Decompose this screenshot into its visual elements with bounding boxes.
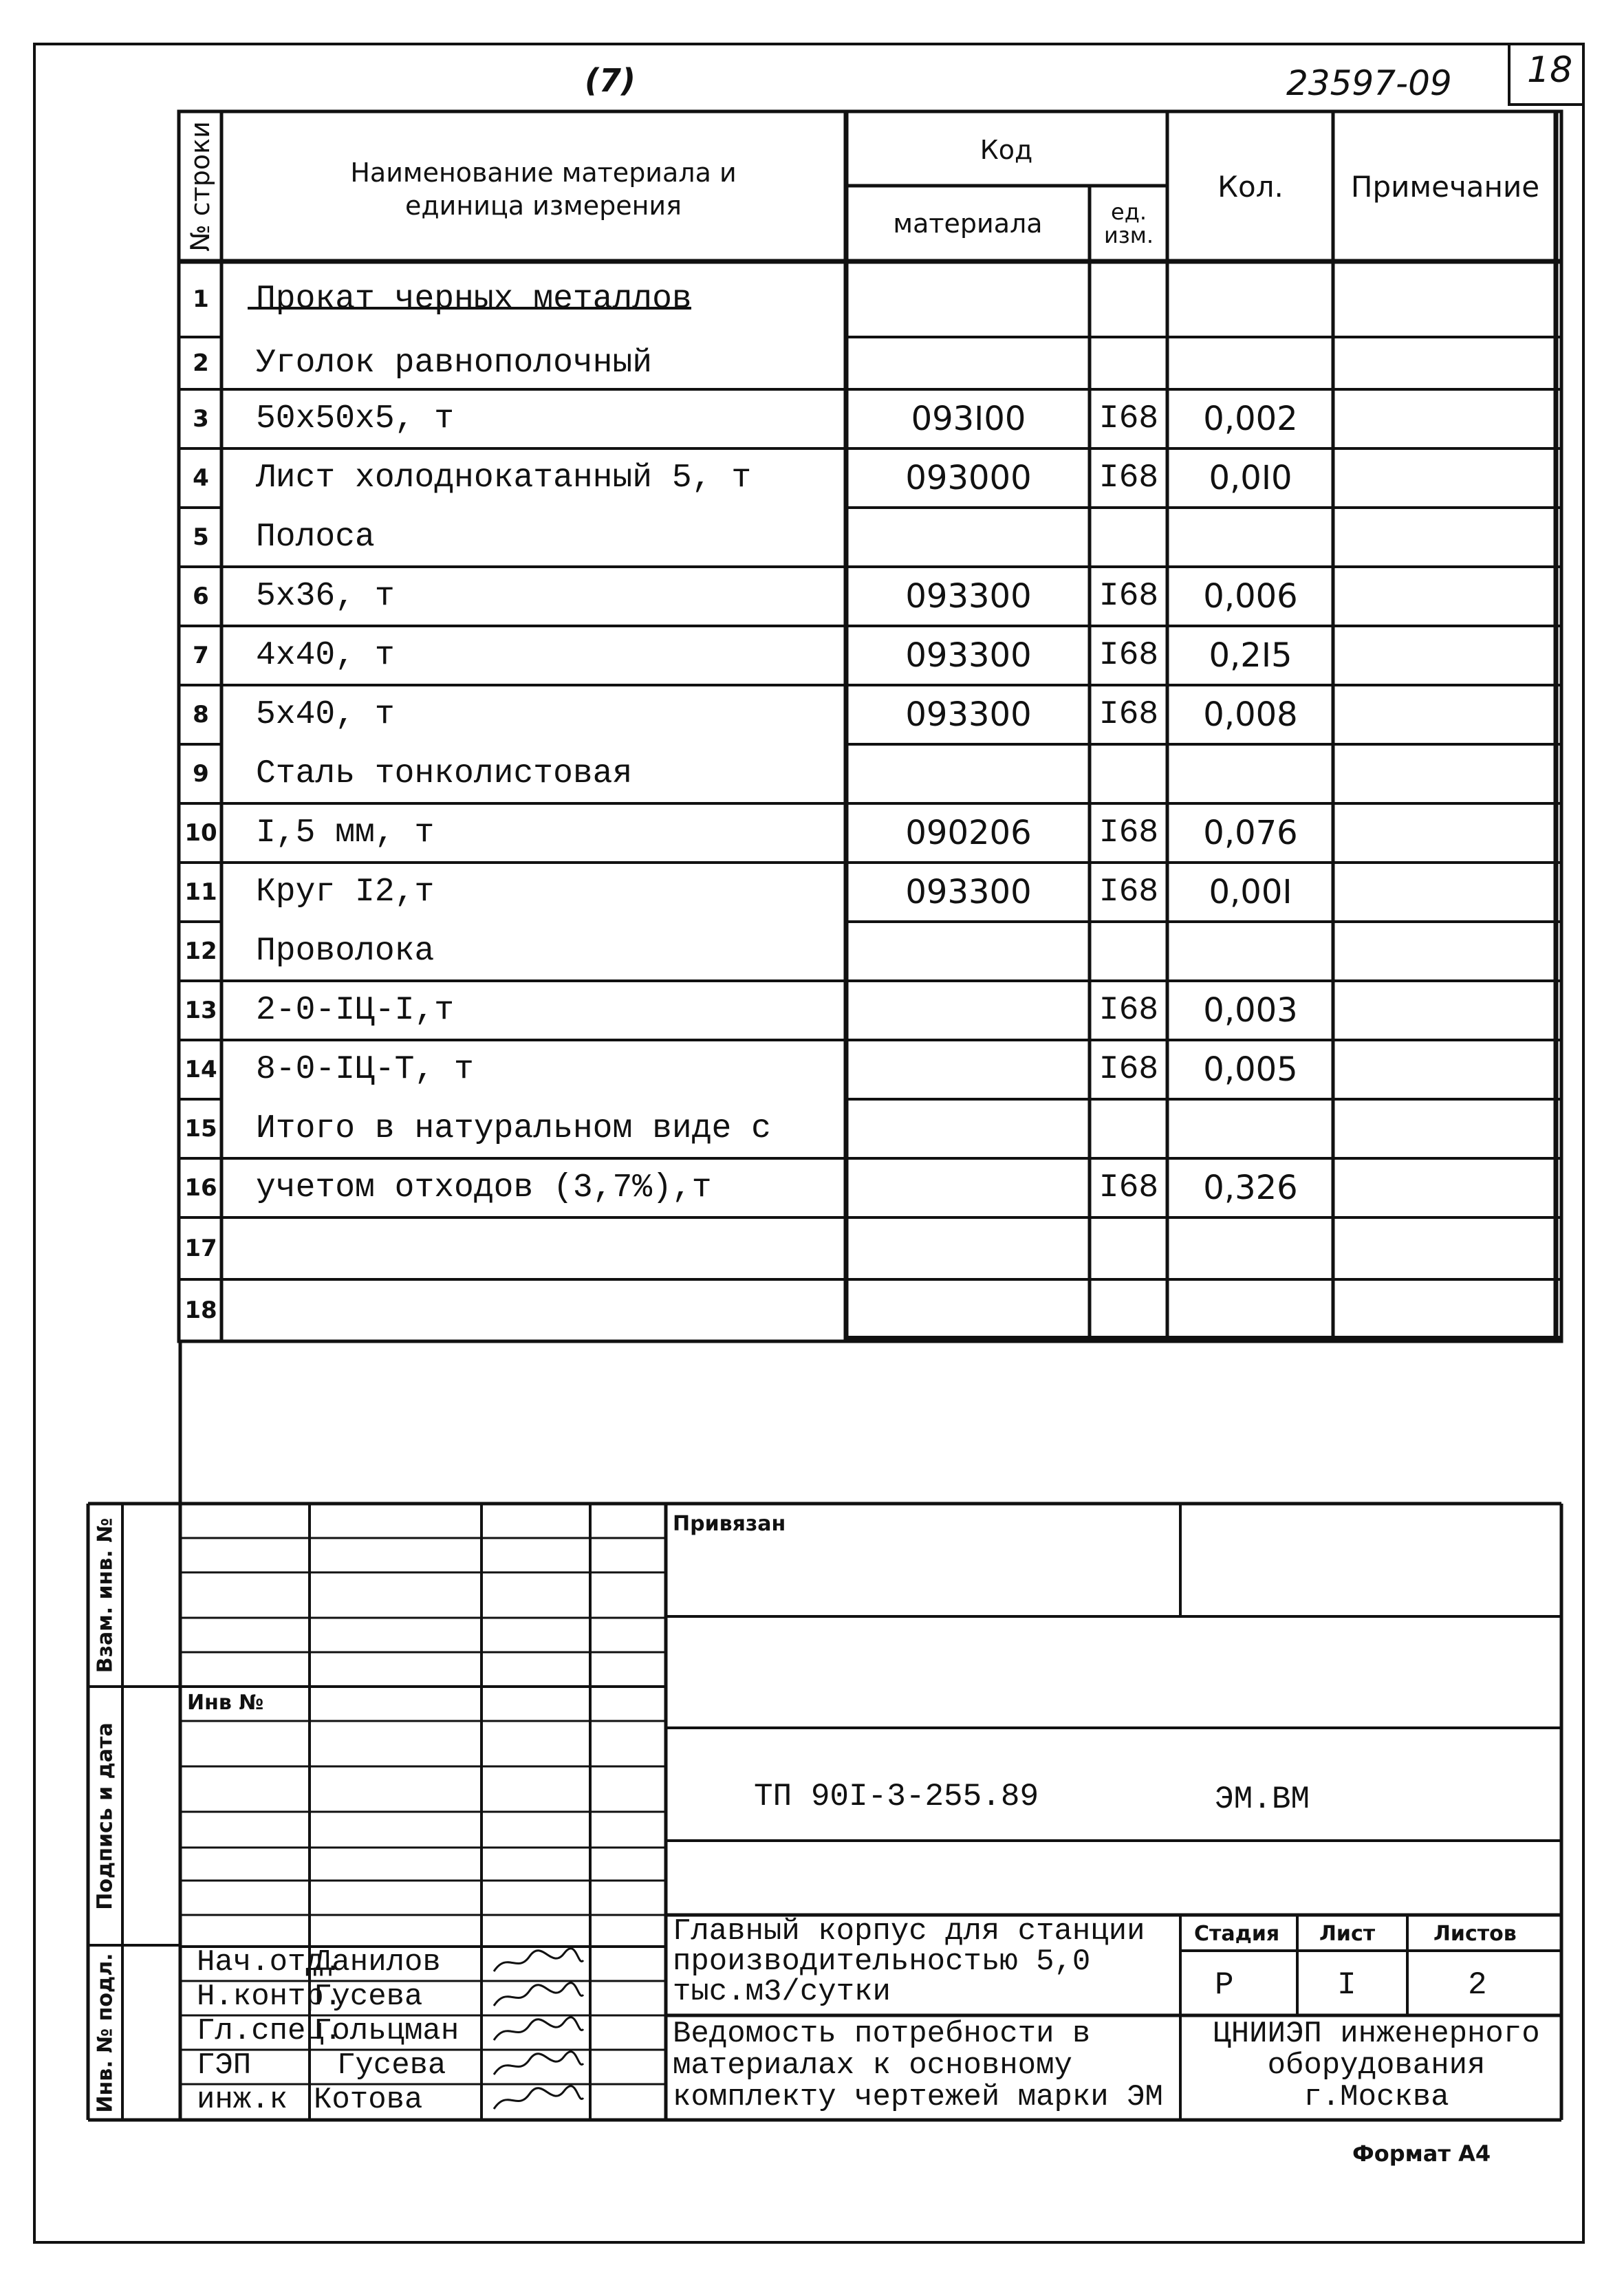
material-code: 093300 — [905, 695, 1032, 734]
material-name: Полоса — [256, 519, 375, 556]
format-label: Формат А4 — [1352, 2141, 1491, 2167]
material-name: 5х40, т — [256, 696, 395, 733]
unit-code: I68 — [1098, 696, 1159, 733]
podpis-text: Подпись и дата — [93, 1722, 118, 1910]
quantity: 0,005 — [1203, 1050, 1298, 1089]
row-number: 1 — [193, 285, 209, 313]
material-name: 50х50х5, т — [256, 400, 455, 437]
side-label-inv — [88, 1945, 122, 2120]
sheets-value: 2 — [1468, 1967, 1487, 2003]
handwritten-signature — [490, 2015, 586, 2048]
quantity: 0,008 — [1203, 695, 1298, 734]
material-name: 4х40, т — [256, 637, 395, 674]
quantity: 0,0I0 — [1209, 459, 1292, 497]
material-code: 093300 — [905, 873, 1032, 911]
signer-role: ГЭП — [197, 2048, 252, 2083]
object-title: Главный корпус для станции производительностью 5,0 тыс.м3/сутки — [673, 1914, 1145, 2009]
signer-name: Данилов — [314, 1945, 441, 1980]
signer-name: Гусева — [314, 1980, 423, 2014]
signer-role: Н.контр. — [197, 1980, 343, 2014]
sheets-label: Листов — [1433, 1922, 1517, 1946]
material-name: Лист холоднокатанный 5, т — [256, 459, 752, 497]
row-number: 7 — [193, 642, 209, 669]
header-name: Наименование материала и единица измерения — [350, 158, 737, 221]
handwritten-signature — [490, 2084, 586, 2117]
row-number: 5 — [193, 523, 209, 551]
header-qty: Кол. — [1217, 169, 1284, 204]
quantity: 0,006 — [1203, 577, 1298, 616]
page-marker: (7) — [585, 62, 636, 99]
unit-code: I68 — [1098, 874, 1159, 911]
quantity: 0,00I — [1209, 873, 1292, 911]
material-name: Круг I2,т — [256, 874, 435, 911]
unit-code: I68 — [1098, 637, 1159, 674]
material-code: 093I00 — [911, 400, 1026, 438]
side-label-podpis — [88, 1687, 122, 1945]
material-name: Прокат черных металлов — [256, 281, 692, 318]
row-number: 8 — [193, 701, 209, 728]
handwritten-signature — [490, 1981, 586, 2014]
material-name: 8-0-IЦ-Т, т — [256, 1051, 474, 1088]
unit-code: I68 — [1098, 1051, 1159, 1088]
material-name: Проволока — [256, 933, 435, 970]
quantity: 0,2I5 — [1209, 636, 1292, 675]
row-number: 6 — [193, 583, 209, 610]
row-number: 16 — [184, 1174, 217, 1202]
material-code: 090206 — [905, 814, 1032, 852]
stage-value: Р — [1215, 1967, 1234, 2003]
header-unit: ед. изм. — [1103, 199, 1154, 248]
inv-text: Инв. № подл. — [93, 1952, 118, 2113]
row-number: 11 — [184, 878, 217, 906]
quantity: 0,326 — [1203, 1169, 1298, 1207]
organization: ЦНИИЭП инженерного оборудования г.Москва — [1213, 2017, 1540, 2114]
row-number: 18 — [184, 1297, 217, 1324]
quantity: 0,002 — [1203, 400, 1298, 438]
signer-role: инж.к — [197, 2083, 288, 2117]
unit-code: I68 — [1098, 992, 1159, 1029]
material-code: 093300 — [905, 577, 1032, 616]
side-label-vzam — [88, 1504, 122, 1687]
row-number: 14 — [184, 1056, 217, 1083]
row-number-label: № строки — [185, 121, 215, 252]
header-material: материала — [893, 208, 1043, 239]
material-name: 2-0-IЦ-I,т — [256, 992, 455, 1029]
designation: ТП 90I-3-255.89 — [754, 1779, 1039, 1815]
sheet-corner-number: 18 — [1527, 50, 1573, 91]
row-number: 15 — [184, 1115, 217, 1143]
signer-name: Котова — [314, 2083, 423, 2117]
row-number: 2 — [193, 349, 209, 377]
drawing-mark: ЭМ.ВМ — [1215, 1782, 1310, 1817]
unit-code: I68 — [1098, 459, 1159, 497]
unit-code: I68 — [1098, 578, 1159, 615]
unit-code: I68 — [1098, 814, 1159, 852]
signer-name: Гольцман — [314, 2014, 459, 2048]
privyazan-label: Привязан — [673, 1512, 786, 1536]
signer-role: Гл.спец. — [197, 2014, 343, 2048]
signer-name: Гусева — [337, 2048, 446, 2083]
row-number: 4 — [193, 464, 209, 492]
vzam-text: Взам. инв. № — [93, 1517, 118, 1673]
doc-number: 23597-09 — [1286, 63, 1452, 103]
doc-title: Ведомость потребности в материалах к основному комплекту чертежей марки ЭМ — [673, 2017, 1163, 2114]
material-code: 093000 — [905, 459, 1032, 497]
material-name: Сталь тонколистовая — [256, 755, 633, 792]
inv-no-label: Инв № — [187, 1691, 264, 1715]
row-number: 17 — [184, 1235, 217, 1262]
row-number: 13 — [184, 997, 217, 1024]
row-number: 10 — [184, 819, 217, 847]
material-name: учетом отходов (3,7%),т — [256, 1169, 712, 1206]
row-number: 3 — [193, 405, 209, 433]
row-number: 12 — [184, 938, 217, 965]
quantity: 0,076 — [1203, 814, 1298, 852]
stage-label: Стадия — [1194, 1922, 1280, 1946]
handwritten-signature — [490, 2050, 586, 2083]
sheet-label: Лист — [1319, 1922, 1376, 1946]
handwritten-signature — [490, 1947, 586, 1980]
row-number: 9 — [193, 760, 209, 788]
header-note: Примечание — [1350, 169, 1540, 204]
material-code: 093300 — [905, 636, 1032, 675]
material-name: 5х36, т — [256, 578, 395, 615]
material-name: Уголок равнополочный — [256, 345, 653, 382]
unit-code: I68 — [1098, 400, 1159, 437]
signer-role: Нач.отд. — [197, 1945, 343, 1980]
quantity: 0,003 — [1203, 991, 1298, 1030]
material-name: I,5 мм, т — [256, 814, 435, 852]
header-code: Код — [979, 135, 1033, 165]
material-name: Итого в натуральном виде с — [256, 1110, 771, 1147]
sheet-value: I — [1337, 1967, 1356, 2003]
unit-code: I68 — [1098, 1169, 1159, 1206]
